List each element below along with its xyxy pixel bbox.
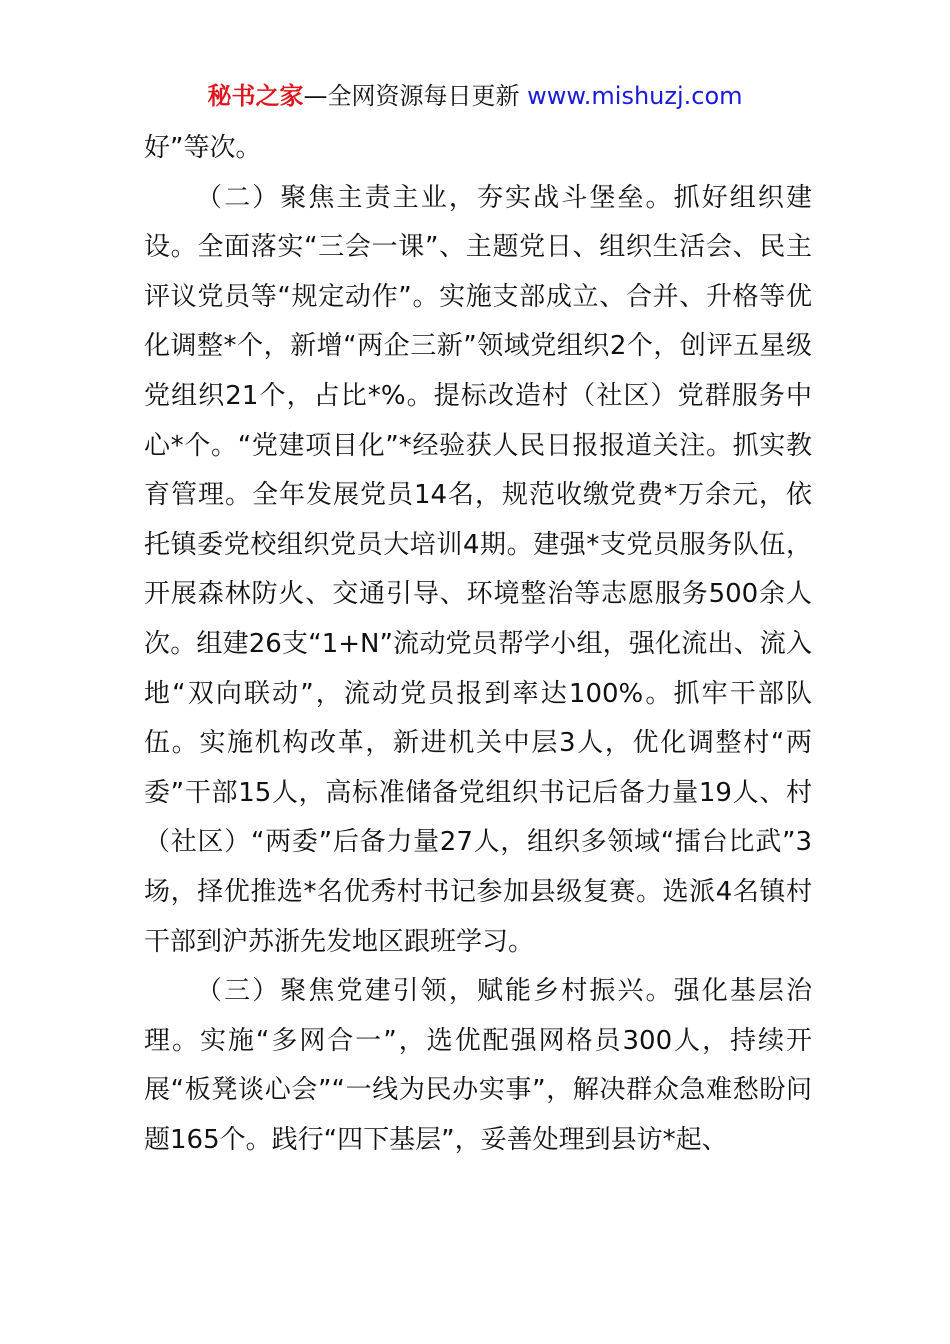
header-site-link[interactable]: www.mishuzj.com bbox=[527, 82, 743, 110]
paragraph-1: 好”等次。 bbox=[144, 133, 262, 163]
document-body bbox=[144, 124, 812, 1165]
paragraph-2: （二）聚焦主责主业，夯实战斗堡垒。抓好组织建设。全面落实“三会一课”、主题党日、组织生活会、民主评议党员等“规定动作”。实施支部成立、合并、升格等优化调整*个，新增“两企三新”领域党组织2个，创评五星级党组织21个，占比*%。提标改造村（社区）党群服务中心*个。“党建项目化”*经验获人民日报报道关注。抓实教育管理。全年发展党员14名，规范收缴党费*万余元，依托镇委党校组织党员大培训4期。建强*支党员服务队伍，开展森林防火、交通引导、环境整治等志愿服务500余人次。组建26支“1+N”流动党员帮学小组，强化流出、流入地“双向联动”，流动党员报到率达100%。抓牢干部队伍。实施机构改革，新进机关中层3人，优化调整村“两委”干部15人，高标准储备党组织书记后备力量19人、村（社区）“两委”后备力量27人，组织多领域“擂台比武”3场，择优推选*名优秀村书记参加县级复赛。选派4名镇村干部到沪苏浙先发地区跟班学习。 bbox=[144, 182, 812, 957]
paragraph-3: （三）聚焦党建引领，赋能乡村振兴。强化基层治理。实施“多网合一”，选优配强网格员300人，持续开展“板凳谈心会”“一线为民办实事”，解决群众急难愁盼问题165个。践行“四下基层”，妥善处理到县访*起、 bbox=[144, 976, 812, 1155]
header-brand: 秘书之家 bbox=[207, 82, 304, 110]
header-tagline: —全网资源每日更新 bbox=[303, 82, 528, 110]
page-header bbox=[0, 80, 950, 112]
